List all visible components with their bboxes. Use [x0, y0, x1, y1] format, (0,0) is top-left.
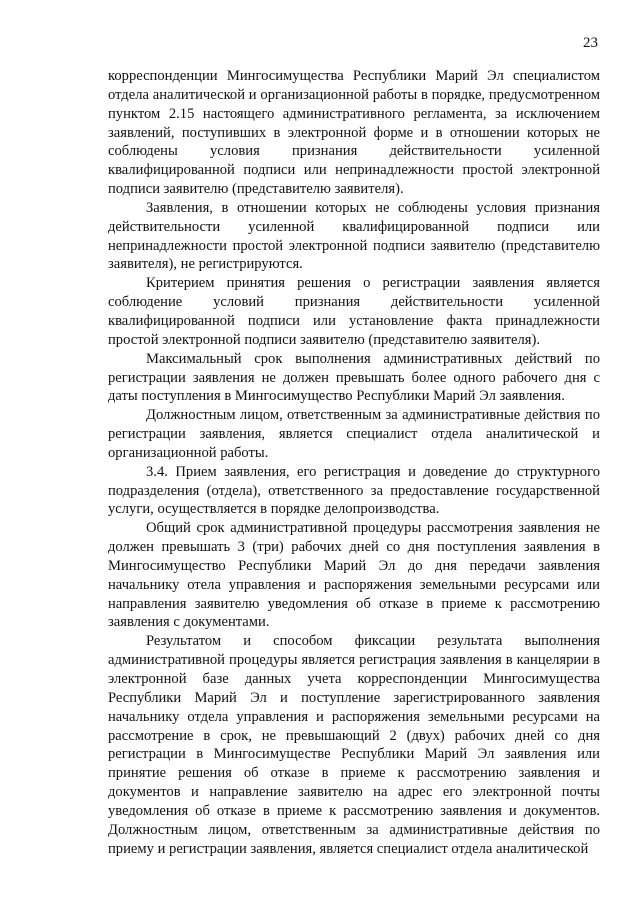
paragraph-4: Максимальный срок выполнения административных действий по регистрации заявления не должен превышать более одного рабочего дня с даты поступления в Мингосимущество Республики Марий Эл заявления.: [108, 350, 600, 405]
paragraph-8: Результатом и способом фиксации результата выполнения административной процедуры является регистрация заявления в канцелярии в электронной базе данных учета корреспонденции Мингосимущества Республики Марий Эл и поступление зарегистрированного заявления начальнику отдела управления и распоряжения земельными ресурсами на рассмотрение в срок, не превышающий 2 (двух) рабочих дней со дня регистрации в Мингосимуществе Республики Марий Эл заявления или принятие решения об отказе в приеме к рассмотрению заявления и документов и направление заявителю на адрес его электронной почты уведомления об отказе в приеме к рассмотрению заявления и документов. Должностным лицом, ответственным за административные действия по приему и регистрации заявления, является специалист отдела аналитической: [108, 633, 600, 857]
paragraph-7: Общий срок административной процедуры рассмотрения заявления не должен превышать 3 (три) рабочих дней со дня поступления заявления в Мингосимущество Республики Марий Эл до дня передачи заявления начальнику отела управления и распоряжения земельными ресурсами или направления заявителю уведомления об отказе в приеме к рассмотрению заявления с документами.: [108, 520, 600, 631]
paragraph-5: Должностным лицом, ответственным за административные действия по регистрации заявления, является специалист отдела аналитической и организационной работы.: [108, 407, 600, 461]
paragraph-3: Критерием принятия решения о регистрации заявления является соблюдение условий признания действительности усиленной квалифицированной подписи или установление факта принадлежности простой электронной подписи заявителю (представителю заявителя).: [108, 275, 600, 348]
paragraph-1: корреспонденции Мингосимущества Республики Марий Эл специалистом отдела аналитической и организационной работы в порядке, предусмотренном пунктом 2.15 настоящего административного регламента, за исключением заявлений, поступивших в электронной форме и в отношении которых не соблюдены условия признания действительности усиленной квалифицированной подписи или непринадлежности простой электронной подписи заявителю (представителю заявителя).: [108, 68, 600, 198]
paragraph-6: 3.4. Прием заявления, его регистрация и доведение до структурного подразделения (отдела), ответственного за предоставление государственной услуги, осуществляется в порядке делопроизводства.: [108, 463, 600, 518]
document-body: [108, 67, 600, 858]
paragraph-2: Заявления, в отношении которых не соблюдены условия признания действительности усиленной квалифицированной подписи или непринадлежности простой электронной подписи заявителю (представителю заявителя), не регистрируются.: [108, 199, 600, 273]
page-number: 23: [583, 35, 598, 51]
